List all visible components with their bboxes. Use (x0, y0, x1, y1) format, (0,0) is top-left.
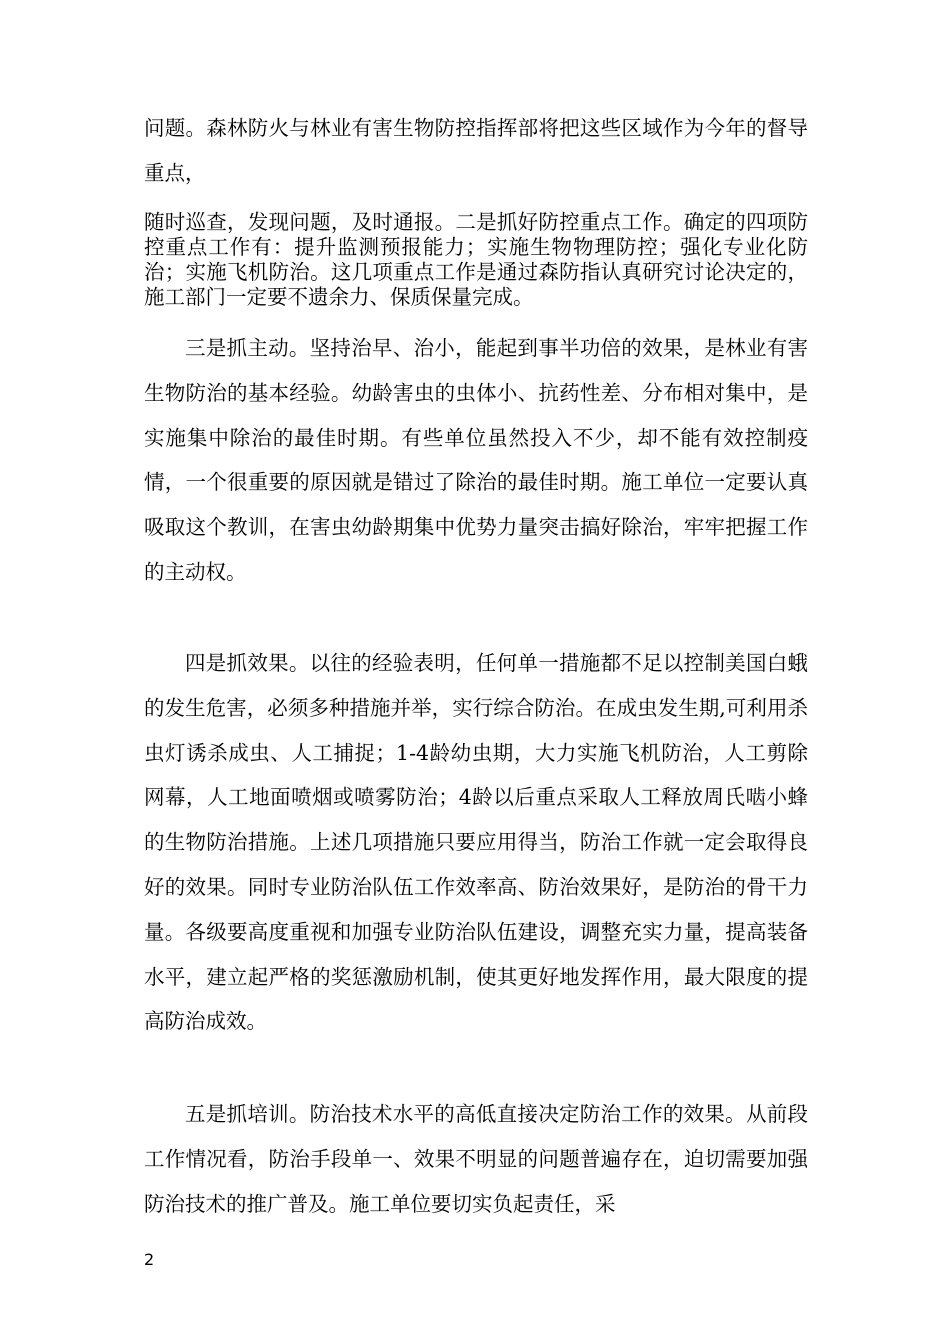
paragraph-initiative: 三是抓主动。坚持治早、治小，能起到事半功倍的效果，是林业有害生物防治的基本经验。幼龄害虫的虫体小、抗药性差、分布相对集中，是实施集中除治的最佳时期。有些单位虽然投入不少，却不能有效控制疫情，一个很重要的原因就是错过了除治的最佳时期。施工单位一定要认真吸取这个教训，在害虫幼龄期集中优势力量突击搞好除治，牢牢把握工作的主动权。 (144, 336, 808, 584)
paragraph-key-tasks: 随时巡查，发现问题，及时通报。二是抓好防控重点工作。确定的四项防控重点工作有：提升监测预报能力；实施生物物理防控；强化专业化防治；实施飞机防治。这几项重点工作是通过森防指认真研究讨论决定的，施工部门一定要不遗余力、保质保量完成。 (144, 210, 808, 309)
paragraph-effect: 四是抓效果。以往的经验表明，任何单一措施都不足以控制美国白蛾的发生危害，必须多种措施并举，实行综合防治。在成虫发生期,可利用杀虫灯诱杀成虫、人工捕捉；1-4龄幼虫期，大力实施飞机防治，人工剪除网幕，人工地面喷烟或喷雾防治；4龄以后重点采取人工释放周氏啮小蜂的生物防治措施。上述几项措施只要应用得当，防治工作就一定会取得良好的效果。同时专业防治队伍工作效率高、防治效果好，是防治的骨干力量。各级要高度重视和加强专业防治队伍建设，调整充实力量，提高装备水平，建立起严格的奖惩激励机制，使其更好地发挥作用，最大限度的提高防治成效。 (144, 651, 808, 1034)
page-number: 2 (144, 1250, 155, 1269)
paragraph-training: 五是抓培训。防治技术水平的高低直接决定防治工作的效果。从前段工作情况看，防治手段单一、效果不明显的问题普遍存在，迫切需要加强防治技术的推广普及。施工单位要切实负起责任，采 (144, 1102, 808, 1216)
paragraph-continued: 问题。森林防火与林业有害生物防控指挥部将把这些区域作为今年的督导重点， (144, 116, 808, 185)
